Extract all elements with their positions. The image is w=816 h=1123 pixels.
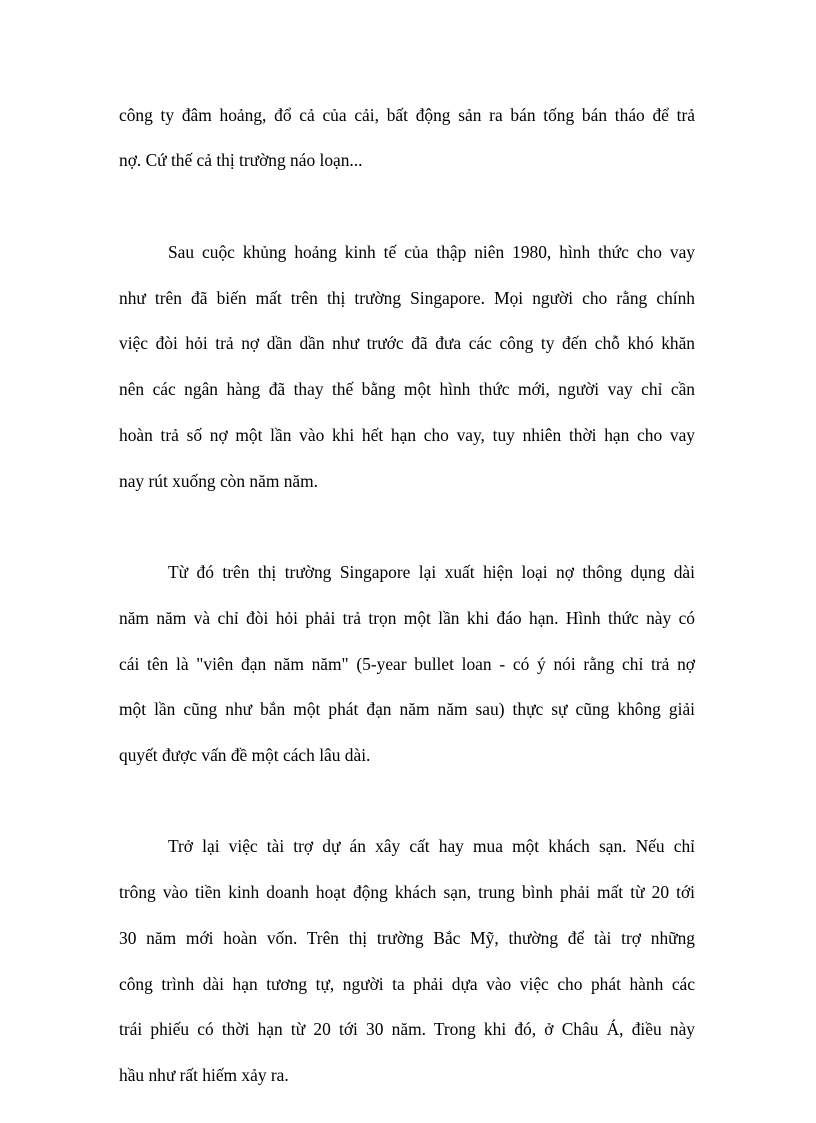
paragraph-2-line-2: như trên đã biến mất trên thị trường Singapore. Mọi người cho rằng chính: [119, 288, 695, 308]
paragraph-2-line-1: Sau cuộc khủng hoảng kinh tế của thập niên 1980, hình thức cho vay: [168, 242, 695, 262]
paragraph-1-line-1: công ty đâm hoảng, đổ cả của cải, bất động sản ra bán tống bán tháo để trả: [119, 105, 695, 125]
paragraph-3-line-5: quyết được vấn đề một cách lâu dài.: [119, 745, 371, 765]
paragraph-3-line-1: Từ đó trên thị trường Singapore lại xuất hiện loại nợ thông dụng dài: [168, 562, 695, 582]
paragraph-4-line-6: hầu như rất hiếm xảy ra.: [119, 1065, 289, 1085]
paragraph-4-line-3: 30 năm mới hoàn vốn. Trên thị trường Bắc Mỹ, thường để tài trợ những: [119, 928, 695, 948]
paragraph-3-line-3: cái tên là "viên đạn năm năm" (5-year bullet loan - có ý nói rằng chỉ trả nợ: [119, 654, 695, 674]
paragraph-4-line-2: trông vào tiền kinh doanh hoạt động khách sạn, trung bình phải mất từ 20 tới: [119, 882, 695, 902]
paragraph-2-line-6: nay rút xuống còn năm năm.: [119, 471, 318, 491]
paragraph-2-line-5: hoàn trả số nợ một lần vào khi hết hạn cho vay, tuy nhiên thời hạn cho vay: [119, 425, 695, 445]
paragraph-4-line-5: trái phiếu có thời hạn từ 20 tới 30 năm. Trong khi đó, ở Châu Á, điều này: [119, 1019, 695, 1039]
paragraph-4-line-4: công trình dài hạn tương tự, người ta phải dựa vào việc cho phát hành các: [119, 974, 695, 994]
paragraph-3-line-4: một lần cũng như bắn một phát đạn năm năm sau) thực sự cũng không giải: [119, 699, 695, 719]
paragraph-2-line-3: việc đòi hỏi trả nợ dần dần như trước đã đưa các công ty đến chỗ khó khăn: [119, 333, 695, 353]
paragraph-2-line-4: nên các ngân hàng đã thay thế bằng một hình thức mới, người vay chỉ cần: [119, 379, 695, 399]
paragraph-1-line-2: nợ. Cứ thế cả thị trường náo loạn...: [119, 150, 363, 170]
paragraph-4-line-1: Trở lại việc tài trợ dự án xây cất hay mua một khách sạn. Nếu chỉ: [168, 836, 695, 856]
paragraph-3-line-2: năm năm và chỉ đòi hỏi phải trả trọn một lần khi đáo hạn. Hình thức này có: [119, 608, 695, 628]
